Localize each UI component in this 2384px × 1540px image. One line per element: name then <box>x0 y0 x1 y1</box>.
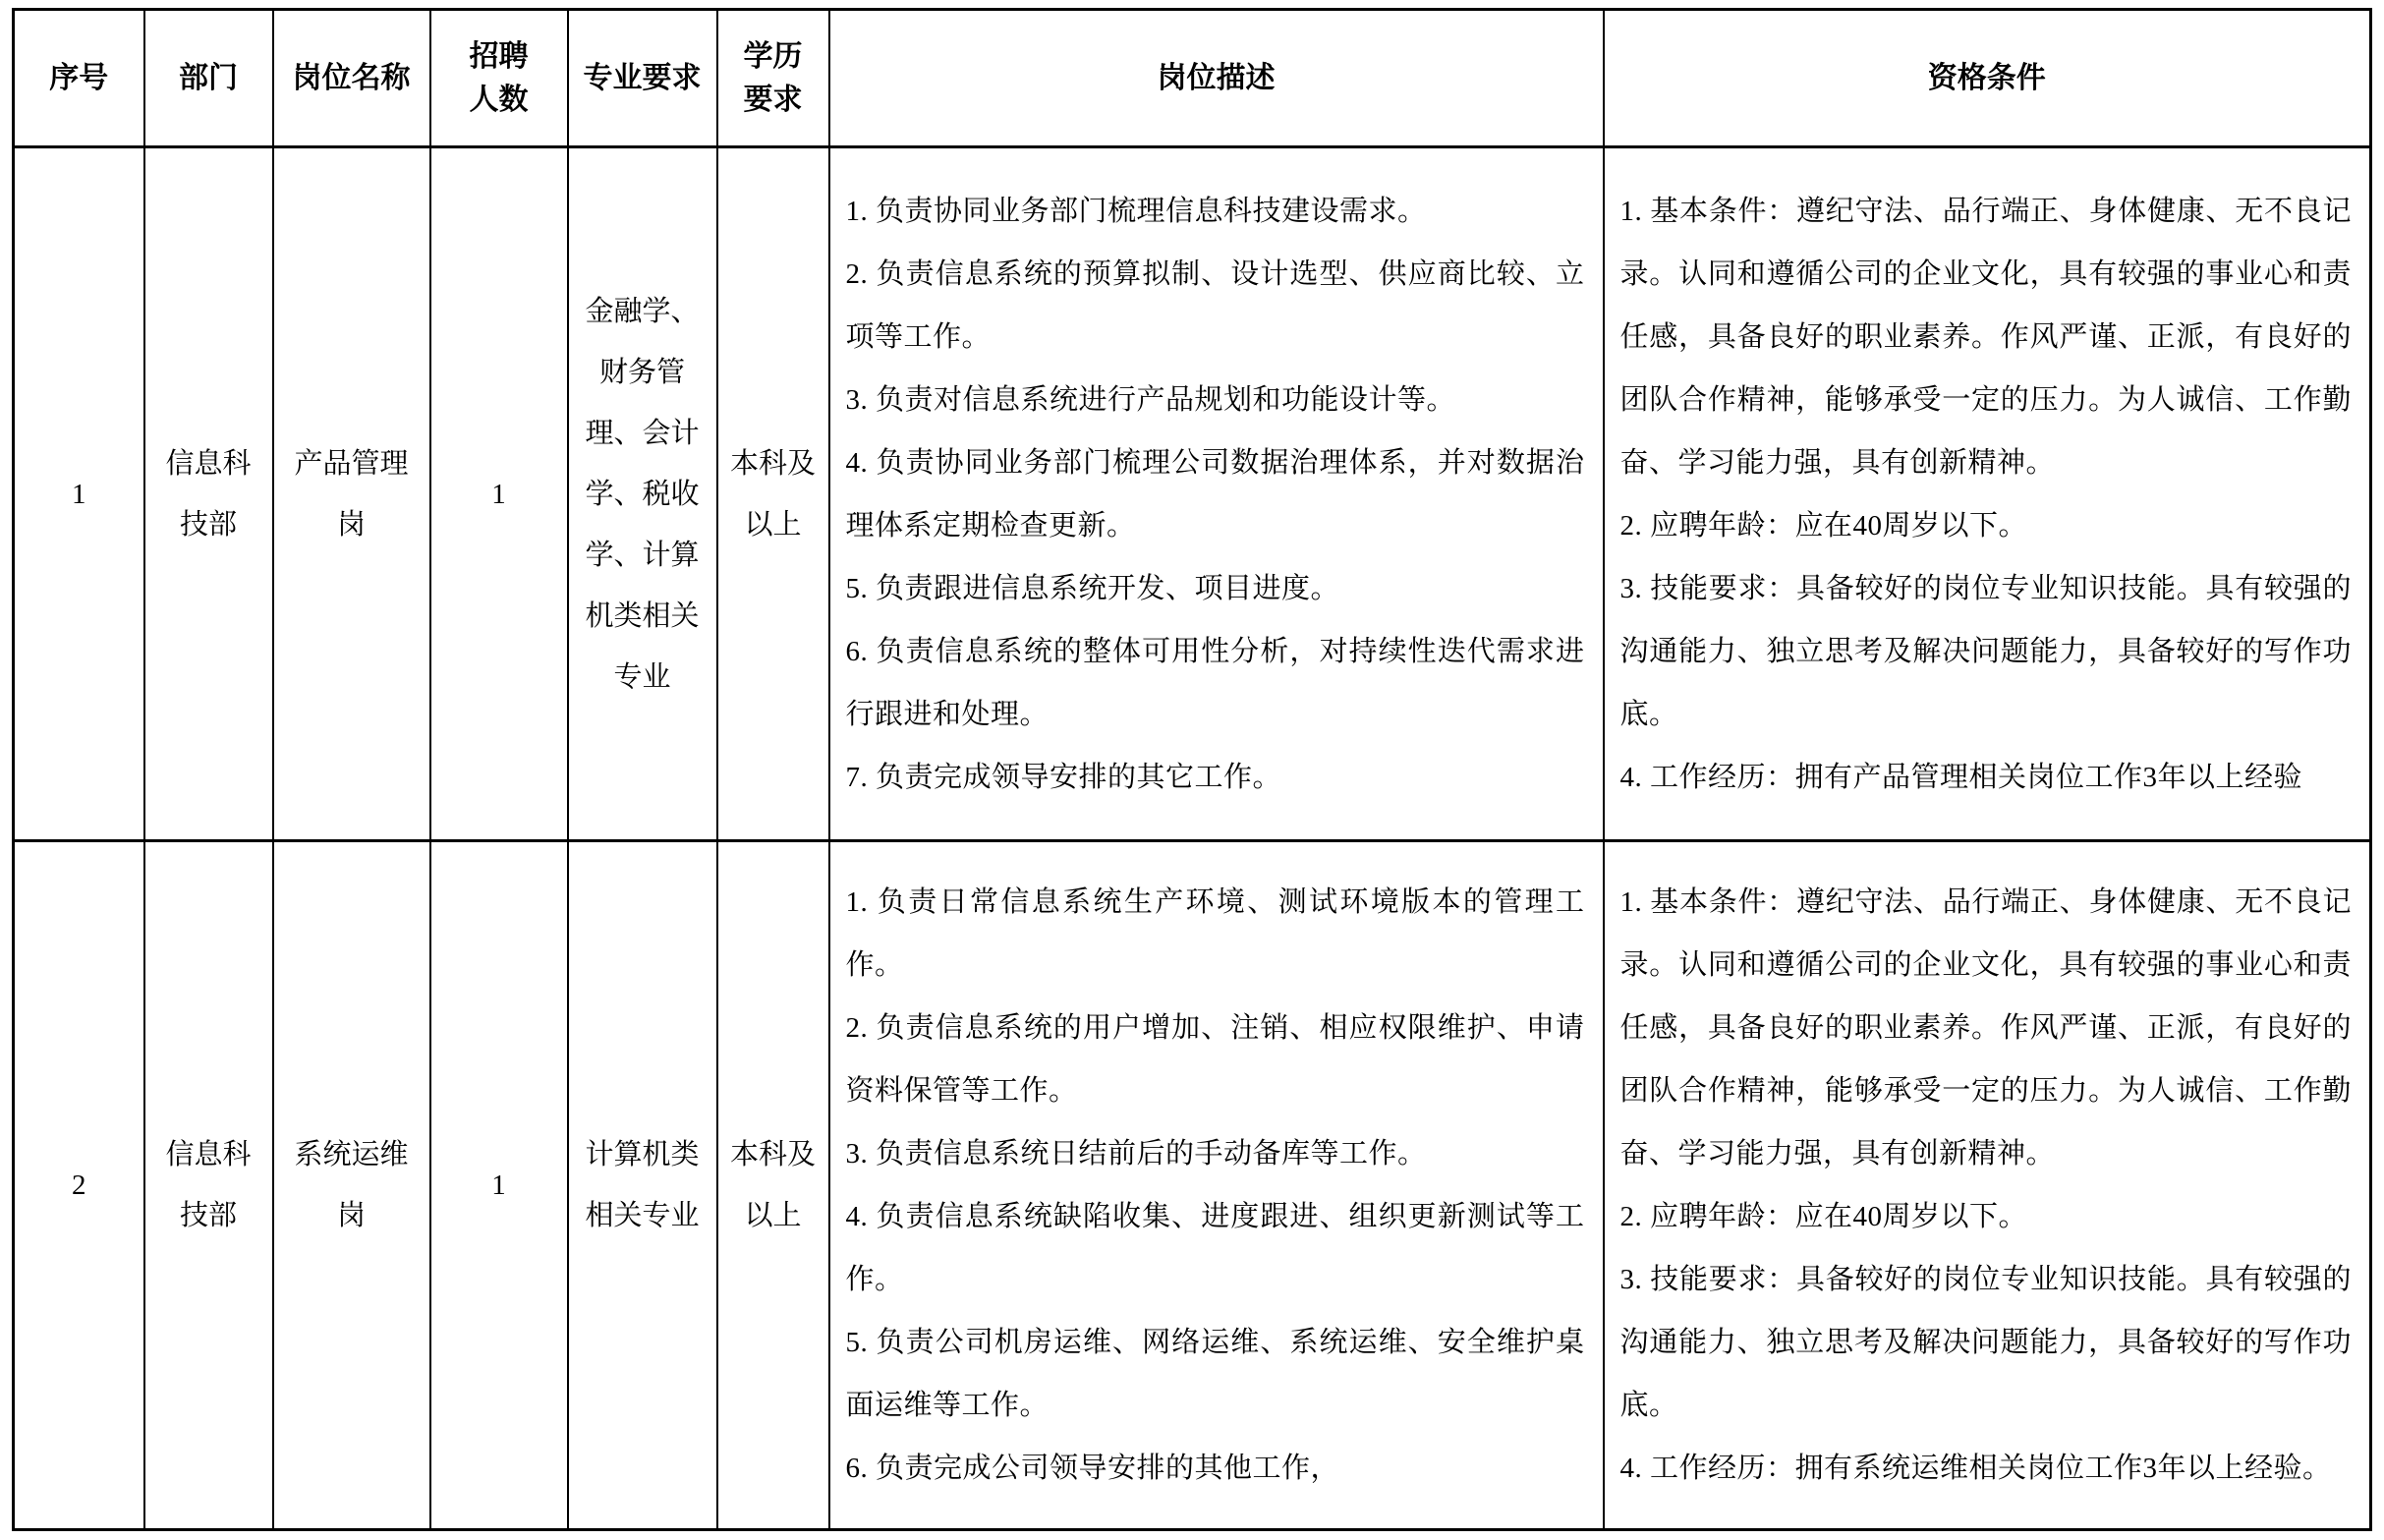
cell-education: 本科及以上 <box>717 147 829 841</box>
header-label: 专业要求 <box>583 61 702 94</box>
qualification-item: 4. 工作经历：拥有产品管理相关岗位工作3年以上经验 <box>1619 761 2303 793</box>
qualification-item: 3. 技能要求：具备较好的岗位专业知识技能。具有较强的沟通能力、独立思考及解决问题能力，具备较好的写作功底。 <box>1619 572 2352 730</box>
duty-item: 7. 负责完成领导安排的其它工作。 <box>845 761 1282 793</box>
table-row <box>14 841 2371 1530</box>
qualification-item: 1. 基本条件：遵纪守法、品行端正、身体健康、无不良记录。认同和遵循公司的企业文化，具有较强的事业心和责任感，具备良好的职业素养。作风严谨、正派，有良好的团队合作精神，能够承受一定的压力。为人诚信、工作勤奋、学习能力强，具有创新精神。 <box>1619 195 2352 479</box>
header-major <box>568 10 717 147</box>
table-row <box>14 147 2371 841</box>
duty-item: 5. 负责跟进信息系统开发、项目进度。 <box>845 572 1340 604</box>
header-label: 部门 <box>179 61 238 94</box>
header-department <box>144 10 273 147</box>
header-label: 招聘人数 <box>469 39 529 116</box>
qualification-item: 4. 工作经历：拥有系统运维相关岗位工作3年以上经验。 <box>1619 1453 2332 1484</box>
qualification-item: 3. 技能要求：具备较好的岗位专业知识技能。具有较强的沟通能力、独立思考及解决问题能力，具备较好的写作功底。 <box>1619 1264 2352 1421</box>
header-position <box>273 10 430 147</box>
cell-education: 本科及以上 <box>717 841 829 1530</box>
recruitment-table <box>12 8 2372 1531</box>
cell-duties <box>829 147 1604 841</box>
cell-headcount: 1 <box>430 147 568 841</box>
header-education <box>717 10 829 147</box>
duty-item: 1. 负责日常信息系统生产环境、测试环境版本的管理工作。 <box>845 886 1585 981</box>
duty-item: 4. 负责协同业务部门梳理公司数据治理体系，并对数据治理体系定期检查更新。 <box>845 446 1585 542</box>
cell-seq: 1 <box>14 147 144 841</box>
cell-qualifications <box>1604 841 2371 1530</box>
header-row <box>14 10 2371 147</box>
header-duties <box>829 10 1604 147</box>
duty-item: 6. 负责信息系统的整体可用性分析，对持续性迭代需求进行跟进和处理。 <box>845 635 1585 730</box>
qualification-item: 2. 应聘年龄：应在40周岁以下。 <box>1619 1201 2028 1232</box>
cell-qualifications <box>1604 147 2371 841</box>
header-label: 序号 <box>49 61 109 94</box>
duty-item: 2. 负责信息系统的预算拟制、设计选型、供应商比较、立项等工作。 <box>845 257 1585 353</box>
cell-major: 计算机类相关专业 <box>568 841 717 1530</box>
cell-headcount: 1 <box>430 841 568 1530</box>
duty-item: 4. 负责信息系统缺陷收集、进度跟进、组织更新测试等工作。 <box>845 1201 1585 1295</box>
cell-position: 系统运维岗 <box>273 841 430 1530</box>
header-seq <box>14 10 144 147</box>
header-headcount <box>430 10 568 147</box>
cell-position: 产品管理岗 <box>273 147 430 841</box>
cell-duties <box>829 841 1604 1530</box>
header-label: 岗位描述 <box>1157 61 1276 94</box>
header-label: 岗位名称 <box>292 61 411 94</box>
qualification-item: 2. 应聘年龄：应在40周岁以下。 <box>1619 509 2028 542</box>
duty-item: 3. 负责对信息系统进行产品规划和功能设计等。 <box>845 383 1456 416</box>
duty-item: 1. 负责协同业务部门梳理信息科技建设需求。 <box>845 195 1427 227</box>
duty-item: 3. 负责信息系统日结前后的手动备库等工作。 <box>845 1138 1427 1169</box>
duty-item: 2. 负责信息系统的用户增加、注销、相应权限维护、申请资料保管等工作。 <box>845 1012 1585 1107</box>
cell-major: 金融学、财务管理、会计学、税收学、计算机类相关专业 <box>568 147 717 841</box>
cell-department: 信息科技部 <box>144 841 273 1530</box>
header-qualifications <box>1604 10 2371 147</box>
header-label: 资格条件 <box>1927 61 2046 94</box>
duty-item: 5. 负责公司机房运维、网络运维、系统运维、安全维护桌面运维等工作。 <box>845 1327 1585 1421</box>
qualification-item: 1. 基本条件：遵纪守法、品行端正、身体健康、无不良记录。认同和遵循公司的企业文化，具有较强的事业心和责任感，具备良好的职业素养。作风严谨、正派，有良好的团队合作精神，能够承受一定的压力。为人诚信、工作勤奋、学习能力强，具有创新精神。 <box>1619 886 2352 1169</box>
cell-seq: 2 <box>14 841 144 1530</box>
duty-item: 6. 负责完成公司领导安排的其他工作， <box>845 1453 1340 1484</box>
header-label: 学历要求 <box>743 39 803 116</box>
cell-department: 信息科技部 <box>144 147 273 841</box>
